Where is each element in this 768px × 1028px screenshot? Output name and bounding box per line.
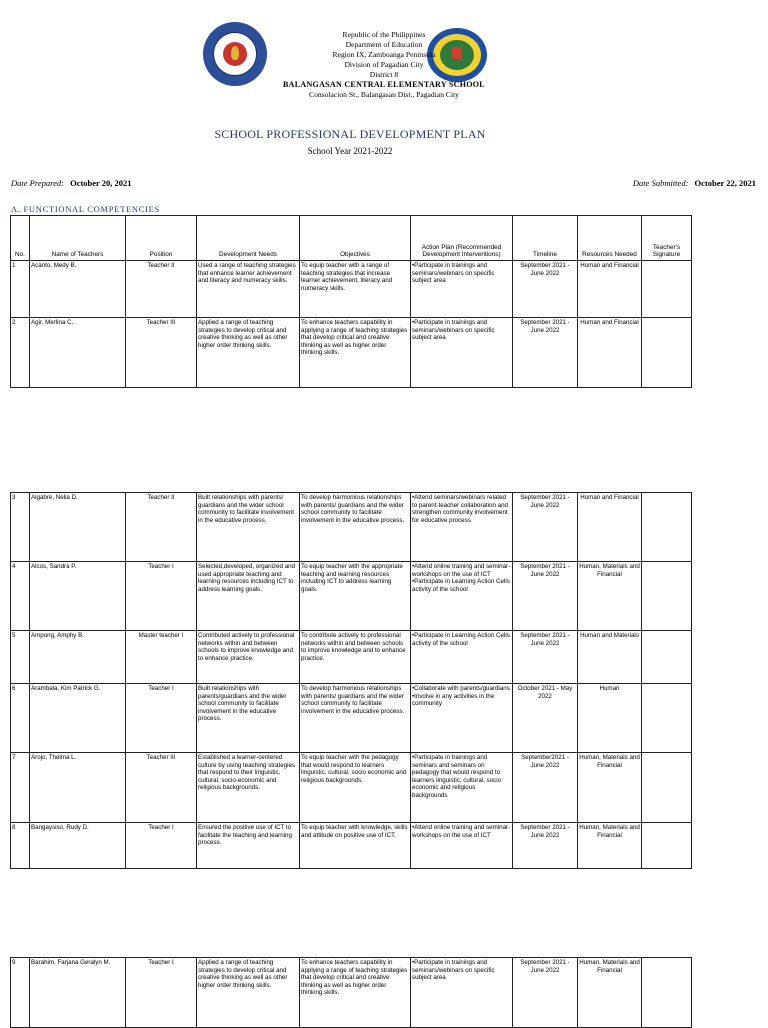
cell-teacher-name: Bangaysiso, Rudy D. [30,823,126,869]
cell-objectives: To equip teacher with knowledge, skills and attitude on positive use of ICT. [300,823,411,869]
table-row [11,631,692,684]
plan-table-block-2 [10,492,692,869]
cell-position: Teacher II [126,493,197,562]
cell-no: 7 [11,753,30,823]
cell-objectives: To enhance teachers capability in applying a range of teaching strategies that develop critical and creative thinking as well as higher order thinking skills. [300,318,411,388]
cell-timeline: September 2021 - June 2022 [513,823,578,869]
cell-action-plan: •Collaborate with parents/guardians •Involve in any activities in the community [411,684,513,753]
cell-action-plan: •Attend online training and seminar-workshops on the use of ICT [411,823,513,869]
cell-teacher-name: Arambala, Kim Patrick G. [30,684,126,753]
cell-development-needs: Established a learner-centered culture by using teaching strategies that respond to their linguistic, cultural, socio-economic and religious backgrounds. [197,753,300,823]
cell-teacher-name: Algabre, Nelia D. [30,493,126,562]
table-row [11,823,692,869]
cell-development-needs: Applied a range of teaching strategies to develop critical and creative thinking as well as other higher order thinking skills. [197,958,300,1028]
cell-timeline: September 2021 - June 2022 [513,958,578,1028]
date-submitted [633,178,756,188]
cell-timeline: October 2021 - May 2022 [513,684,578,753]
cell-signature [642,631,692,684]
cell-resources: Human, Materials and Financial [578,823,642,869]
header-position: Position [126,216,197,261]
cell-action-plan: •Participate in trainings and seminars/webinars on specific subject area [411,318,513,388]
cell-signature [642,684,692,753]
cell-teacher-name: Acanto, Medy B. [30,261,126,318]
cell-signature [642,753,692,823]
school-year: School Year 2021-2022 [307,146,393,156]
cell-development-needs: Selected,developed, organized and used appropriate teaching and learning resources including ICT to address learning goals. [197,562,300,631]
cell-signature [642,493,692,562]
table-row [11,493,692,562]
cell-objectives: To develop harmonious relationships with parents/ guardians and the wider school community to facilitate involvement in the educative process. [300,684,411,753]
cell-objectives: To equip teacher with the pedagogy that would respond to learners linguistic, cultural, socio economic and religious backgrounds. [300,753,411,823]
letterhead-line-1: Republic of the Philippines [342,30,426,39]
letterhead-line-2: Department of Education [345,40,423,49]
date-submitted-label: Date Submitted: [632,178,689,188]
cell-resources: Human and Materials [578,631,642,684]
header-action-plan: Action Plan (Recommended Development Interventions) [411,216,513,261]
table-row [11,261,692,318]
cell-timeline: September 2021 - June 2022 [513,318,578,388]
cell-position: Teacher I [126,684,197,753]
cell-resources: Human, Materials and Financial [578,562,642,631]
header-objectives: Objectives [300,216,411,261]
cell-position: Teacher III [126,753,197,823]
cell-timeline: September 2021 - June 2022 [513,493,578,562]
letterhead [0,30,768,100]
school-name: BALANGASAN CENTRAL ELEMENTARY SCHOOL [283,80,485,89]
table-header-row [11,216,692,261]
cell-no: 1 [11,261,30,318]
header-no: No. [11,216,30,261]
cell-position: Teacher I [126,823,197,869]
cell-objectives: To contribute actively to professional networks within and between schools to improve knowledge and to enhance practice. [300,631,411,684]
cell-signature [642,261,692,318]
table-row [11,562,692,631]
cell-no: 5 [11,631,30,684]
cell-signature [642,318,692,388]
cell-objectives: To equip teacher with a range of teaching strategies that increase learner achievement, literacy and numeracy skills. [300,261,411,318]
cell-objectives: To enhance teachers capability in applying a range of teaching strategies that develop critical and creative thinking as well as higher order thinking skills. [300,958,411,1028]
header-name: Name of Teachers [30,216,126,261]
date-prepared-value: October 20, 2021 [70,178,132,188]
cell-teacher-name: Agir, Merlina C. [30,318,126,388]
cell-position: Master teacher I [126,631,197,684]
cell-action-plan: •Participate in trainings and seminars/webinars on specific subject area [411,261,513,318]
cell-no: 8 [11,823,30,869]
letterhead-line-3: Region IX, Zamboanga Peninsula [332,50,436,59]
plan-table-block-1 [10,215,692,388]
header-development-needs: Development Needs [197,216,300,261]
cell-resources: Human and Financial [578,261,642,318]
cell-position: Teacher I [126,562,197,631]
section-heading: A. FUNCTIONAL COMPETENCIES [11,204,160,214]
cell-no: 2 [11,318,30,388]
cell-action-plan: •Participate in trainings and seminars/webinars on specific subject area [411,958,513,1028]
cell-resources: Human, Materials and Financial [578,958,642,1028]
cell-resources: Human and Financial [578,318,642,388]
date-submitted-value: October 22, 2021 [694,178,756,188]
cell-resources: Human and Financial [578,493,642,562]
cell-no: 6 [11,684,30,753]
cell-timeline: September 2021 - June 2022 [513,562,578,631]
document-title: SCHOOL PROFESSIONAL DEVELOPMENT PLAN [214,127,486,141]
cell-objectives: To develop harmonious relationships with parents/ guardians and the wider school community to facilitate involvement in the educative process. [300,493,411,562]
cell-action-plan: •Participate in Learning Action Cells activity of the school [411,631,513,684]
cell-signature [642,562,692,631]
cell-no: 4 [11,562,30,631]
cell-no: 9 [11,958,30,1028]
cell-resources: Human, Materials and Financial [578,753,642,823]
cell-development-needs: Contributed actively to professional networks within and between schools to improve knowledge and to enhance practice. [197,631,300,684]
header-timeline: Timeline [513,216,578,261]
cell-action-plan: •Attend online training and seminar-workshops on the use of ICT •Participate in Learning Action Cells activity of the school [411,562,513,631]
table-row [11,753,692,823]
cell-position: Teacher I [126,958,197,1028]
cell-development-needs: Built relationships with parents/ guardians and the wider school community to facilitate involvement in the educative process. [197,493,300,562]
cell-timeline: September2021 - June 2022 [513,753,578,823]
cell-resources: Human [578,684,642,753]
cell-position: Teacher III [126,318,197,388]
cell-development-needs: Ensured the positive use of ICT to facilitate the teaching and learning process. [197,823,300,869]
cell-signature [642,958,692,1028]
cell-position: Teacher II [126,261,197,318]
cell-timeline: September 2021 - June 2022 [513,261,578,318]
cell-development-needs: Used a range of teaching strategies that enhance learner achievement and literacy and numeracy skills. [197,261,300,318]
cell-objectives: To equip teacher with the appropriate teaching and learning resources including ICT to address learning goals. [300,562,411,631]
header-resources: Resources Needed [578,216,642,261]
cell-development-needs: Applied a range of teaching strategies to develop critical and creative thinking as well as other higher order thinking skills. [197,318,300,388]
cell-timeline: September 2021 - June 2022 [513,631,578,684]
cell-action-plan: •Attend seminars/webinars related to parent-teacher collaboration and strengthen community involvement for educative process [411,493,513,562]
letterhead-line-5: District 8 [369,70,399,79]
date-prepared-label: Date Prepared: [11,178,64,188]
letterhead-line-4: Division of Pagadian City [344,60,424,69]
header-signature: Teacher's Signature [642,216,692,261]
cell-no: 3 [11,493,30,562]
cell-teacher-name: Barahim, Farjana Geralyn M. [30,958,126,1028]
cell-teacher-name: Arojo, Thelma L. [30,753,126,823]
cell-teacher-name: Ampong, Amphy B. [30,631,126,684]
cell-signature [642,823,692,869]
table-row [11,684,692,753]
school-address: Consolacion St., Balangasan Dist., Pagadian City [309,90,459,99]
plan-table-block-3 [10,957,692,1028]
date-prepared [11,178,132,188]
cell-teacher-name: Alcos, Sandra P. [30,562,126,631]
table-row [11,958,692,1028]
cell-action-plan: •Participate in trainings and seminars and seminars on pedagogy that would respond to learners linguistic, cultural, socio economic and religious backgrounds [411,753,513,823]
table-row [11,318,692,388]
cell-development-needs: Built relationships with parents/guardians and the wider school community to facilitate involvement in the educative process. [197,684,300,753]
